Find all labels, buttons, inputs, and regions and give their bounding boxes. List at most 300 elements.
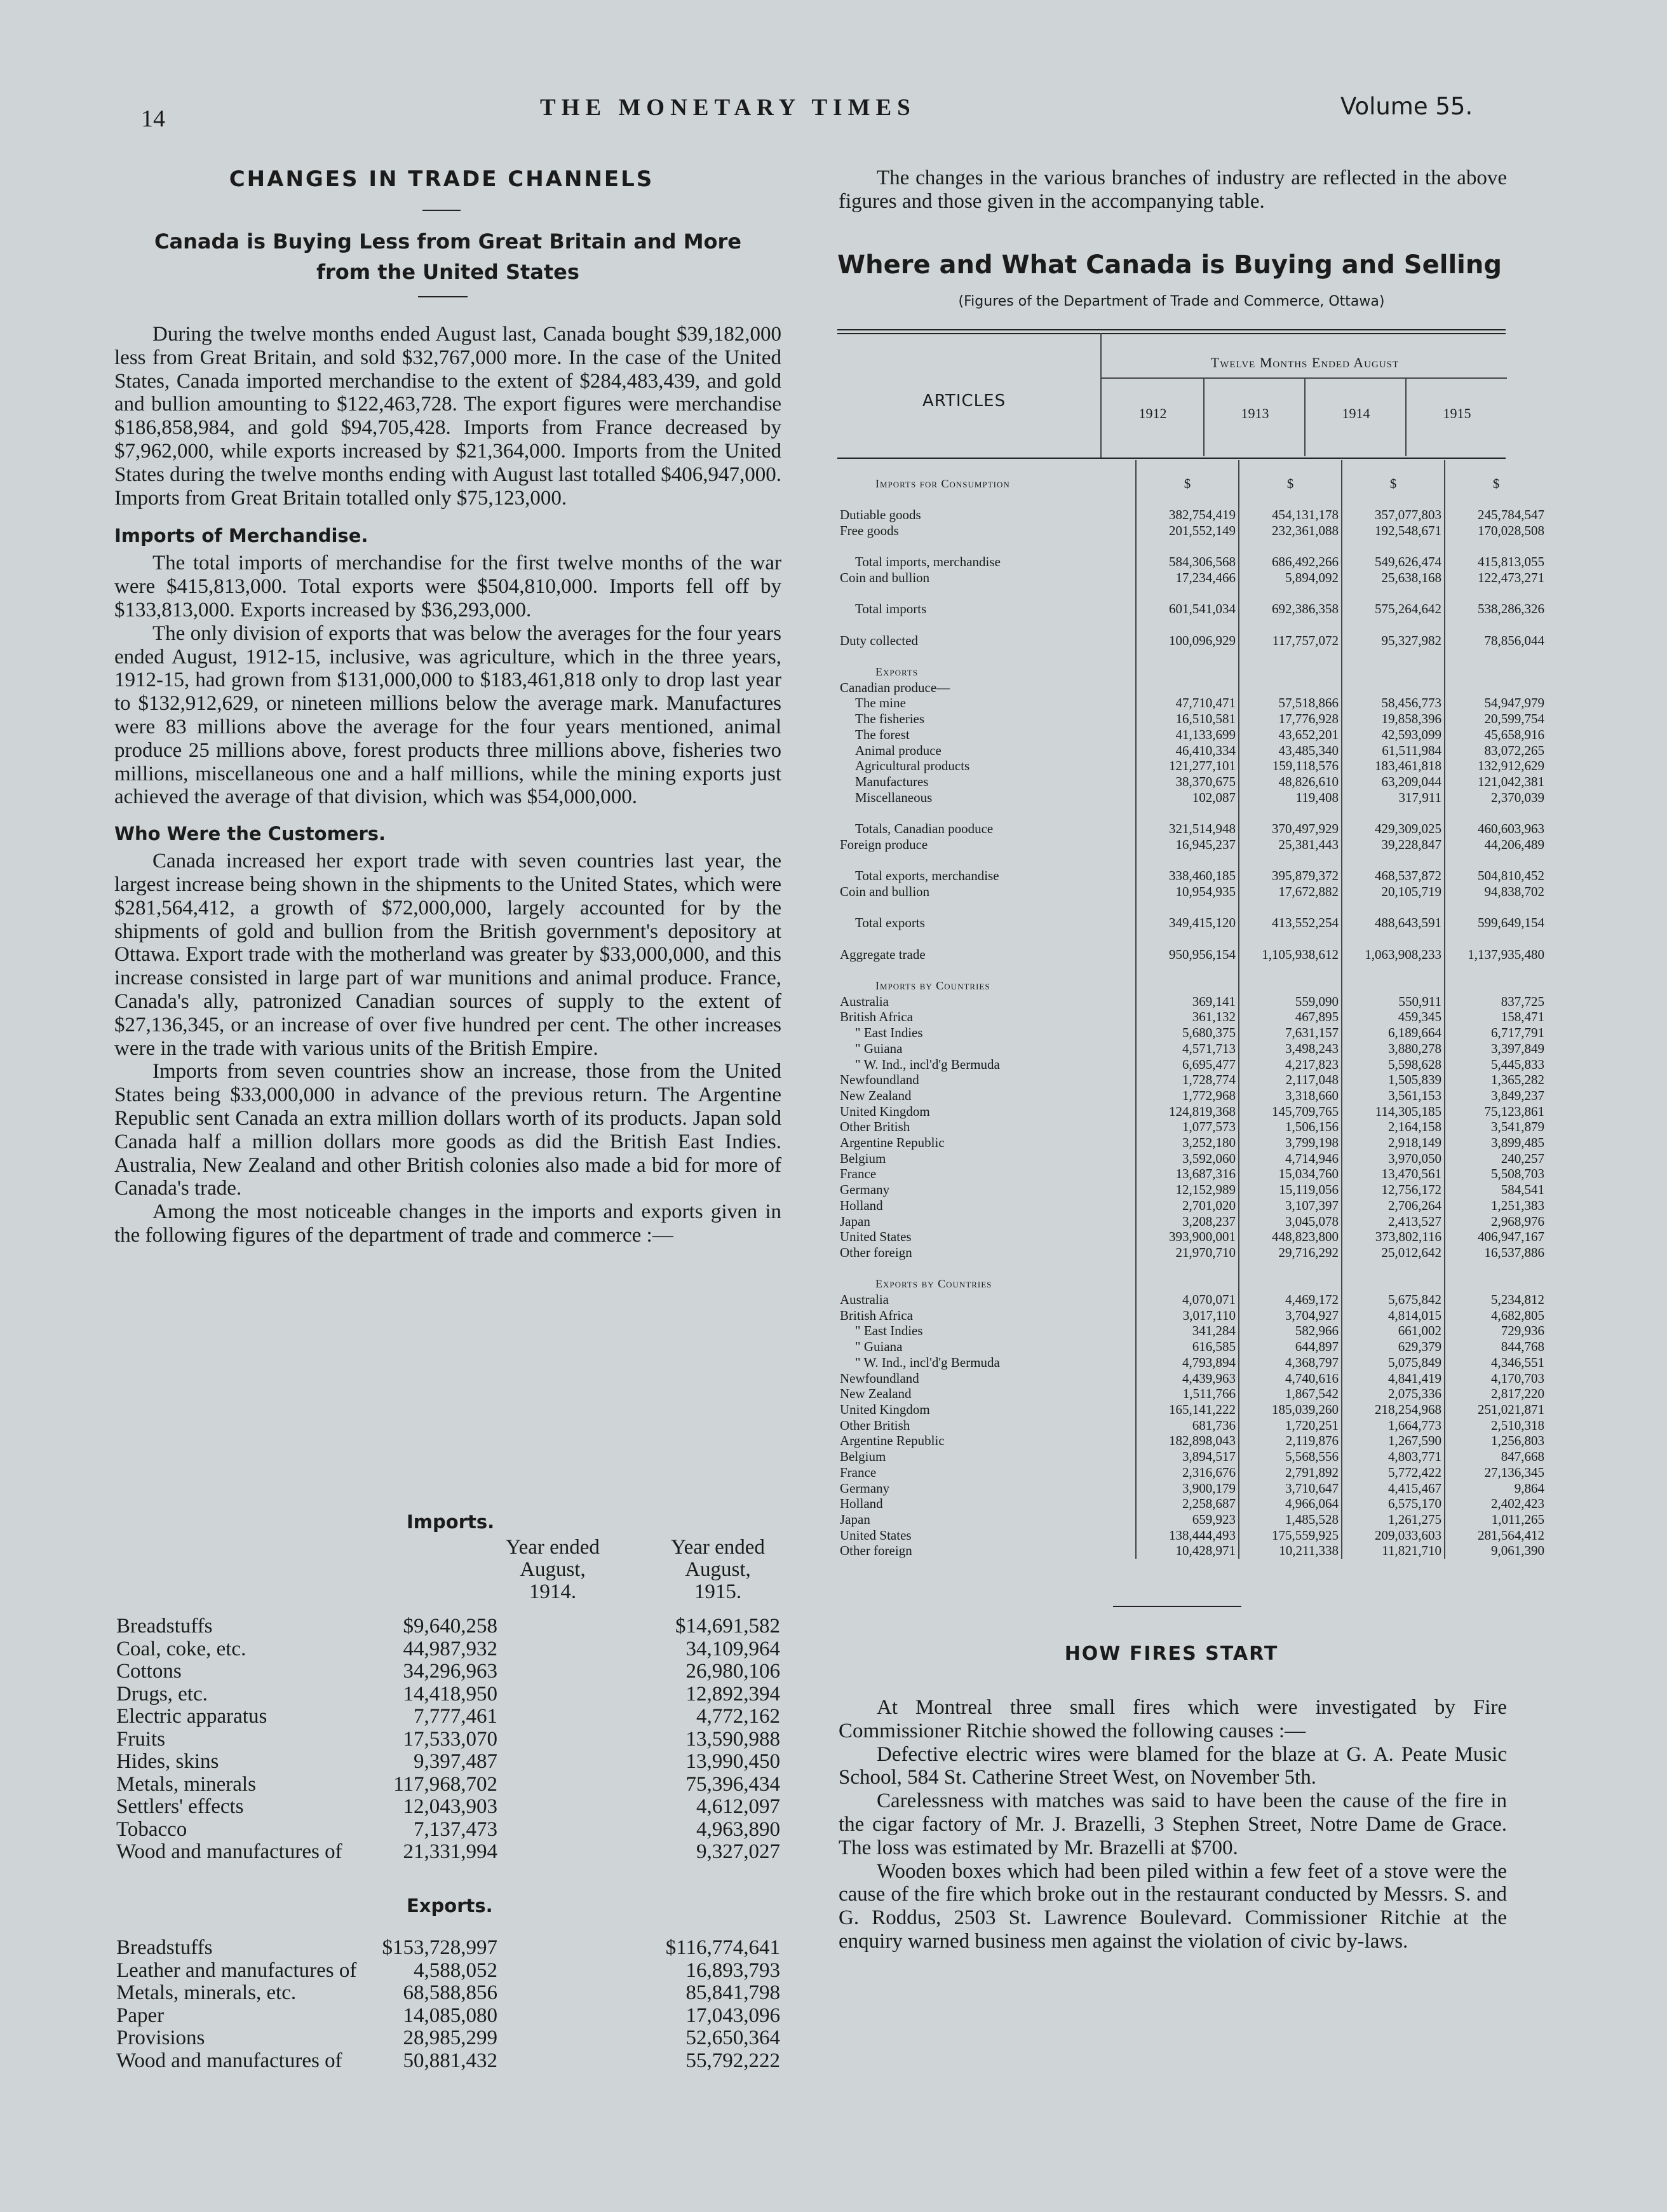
row-label: Germany	[840, 1182, 890, 1198]
cell-value: 692,386,358	[1239, 601, 1342, 617]
table-row	[837, 695, 1547, 711]
table-row	[837, 570, 1547, 586]
cell-value: 78,856,044	[1445, 633, 1547, 649]
cell-value: $	[1445, 476, 1547, 492]
cell-value: 2,316,676	[1136, 1465, 1239, 1481]
cell-value: 12,152,989	[1136, 1182, 1239, 1198]
table-row	[837, 507, 1547, 523]
cell-value: 54,947,979	[1445, 695, 1547, 711]
cell-value: 12,756,172	[1342, 1182, 1445, 1198]
cell-value: 20,105,719	[1342, 884, 1445, 900]
list-row	[116, 1638, 780, 1660]
cell-value: 5,598,628	[1342, 1057, 1445, 1073]
row-label: Manufactures	[855, 773, 929, 789]
cell-value	[1342, 680, 1445, 696]
row-label: The mine	[855, 695, 906, 711]
row-label: Holland	[840, 1496, 883, 1512]
cell-value: 158,471	[1445, 1009, 1547, 1025]
cell-value	[1239, 900, 1342, 916]
row-label	[837, 931, 1136, 947]
paragraph: Among the most noticeable changes in the imports and exports given in the following figures of the department of trade and commerce :—	[114, 1200, 781, 1247]
table-row	[837, 1041, 1547, 1057]
table-rule	[837, 329, 1506, 330]
table-row	[837, 1371, 1547, 1387]
cell-value: 584,306,568	[1136, 554, 1239, 570]
list-row	[116, 2049, 780, 2072]
table-row	[837, 931, 1547, 947]
row-label	[837, 538, 1136, 554]
row-label: Paper	[116, 2004, 165, 2027]
cell-value: 341,284	[1136, 1323, 1239, 1339]
cell-value: 837,725	[1445, 994, 1547, 1010]
cell-value: 47,710,471	[1136, 695, 1239, 711]
table-title: Where and What Canada is Buying and Selling	[837, 250, 1502, 280]
cell-value	[1136, 1261, 1239, 1277]
table-row	[837, 915, 1547, 931]
cell-value: 3,045,078	[1239, 1214, 1342, 1230]
cell-value: 2,075,336	[1342, 1386, 1445, 1402]
row-label: Japan	[840, 1511, 870, 1527]
cell-value	[1342, 900, 1445, 916]
cell-value: 584,541	[1445, 1182, 1547, 1198]
cell-value	[1445, 538, 1547, 554]
cell-value: 369,141	[1136, 994, 1239, 1010]
cell-value: 165,141,222	[1136, 1402, 1239, 1418]
cell-value: 2,258,687	[1136, 1496, 1239, 1512]
cell-value: 95,327,982	[1342, 633, 1445, 649]
value-1914: $153,728,997	[382, 1936, 497, 1959]
cell-value: 1,251,383	[1445, 1198, 1547, 1214]
left-column	[114, 166, 781, 1247]
cell-value: 122,473,271	[1445, 570, 1547, 586]
cell-value: 102,087	[1136, 790, 1239, 806]
row-label: Coal, coke, etc.	[116, 1637, 246, 1660]
cell-value: 4,714,946	[1239, 1151, 1342, 1167]
cell-value: 201,552,149	[1136, 523, 1239, 539]
table-row	[837, 1214, 1547, 1230]
cell-value: 175,559,925	[1239, 1528, 1342, 1544]
row-label	[837, 617, 1136, 633]
cell-value: 467,895	[1239, 1009, 1342, 1025]
cell-value: 338,460,185	[1136, 868, 1239, 884]
row-label: Other foreign	[840, 1244, 912, 1260]
table-row	[837, 523, 1547, 539]
cell-value: 6,717,791	[1445, 1025, 1547, 1041]
table-row	[837, 1182, 1547, 1198]
cell-value: 7,631,157	[1239, 1025, 1342, 1041]
cell-value: 48,826,610	[1239, 774, 1342, 790]
cell-value: 17,234,466	[1136, 570, 1239, 586]
row-label: " Guiana	[855, 1040, 903, 1056]
cell-value: 138,444,493	[1136, 1528, 1239, 1544]
cell-value	[1136, 900, 1239, 916]
table-row	[837, 1057, 1547, 1073]
cell-value: 1,867,542	[1239, 1386, 1342, 1402]
cell-value: 9,864	[1445, 1481, 1547, 1496]
table-row	[837, 1198, 1547, 1214]
list-row	[116, 2026, 780, 2049]
row-label: Total exports, merchandise	[855, 868, 999, 884]
cell-value: 4,841,419	[1342, 1371, 1445, 1387]
table-row	[837, 884, 1547, 900]
cell-value: 58,456,773	[1342, 695, 1445, 711]
volume-label: Volume 55.	[1340, 93, 1473, 120]
cell-value	[1239, 805, 1342, 821]
table-row	[837, 727, 1547, 743]
table-row	[837, 491, 1547, 507]
cell-value: 357,077,803	[1342, 507, 1445, 523]
cell-value	[1136, 680, 1239, 696]
cell-value: 240,257	[1445, 1151, 1547, 1167]
cell-value	[1342, 852, 1445, 868]
cell-value: 21,970,710	[1136, 1245, 1239, 1261]
cell-value: 575,264,642	[1342, 601, 1445, 617]
row-label: Argentine Republic	[840, 1135, 945, 1151]
table-row	[837, 601, 1547, 617]
value-1915: 13,990,450	[685, 1750, 780, 1773]
cell-value: 61,511,984	[1342, 743, 1445, 759]
cell-value: 2,968,976	[1445, 1214, 1547, 1230]
cell-value: 3,710,647	[1239, 1481, 1342, 1496]
table-row	[837, 1151, 1547, 1167]
cell-value: 121,277,101	[1136, 758, 1239, 774]
row-label: Exports by Countries	[875, 1277, 992, 1291]
cell-value: 504,810,452	[1445, 868, 1547, 884]
row-label	[837, 1261, 1136, 1277]
paragraph: The total imports of merchandise for the first twelve months of the war were $415,813,000. Total exports were $504,810,000. Imports fell off by $133,813,000. Exports increased by $36,293,000.	[114, 552, 781, 621]
list-row	[116, 1728, 780, 1751]
cell-value: 2,164,158	[1342, 1119, 1445, 1135]
list-row	[116, 1981, 780, 2004]
cell-value: 38,370,675	[1136, 774, 1239, 790]
list-row	[116, 1795, 780, 1818]
list-row	[116, 1750, 780, 1773]
cell-value: 19,858,396	[1342, 711, 1445, 727]
cell-value: 559,090	[1239, 994, 1342, 1010]
table-row	[837, 962, 1547, 978]
table-row	[837, 1543, 1547, 1559]
value-1914: 7,137,473	[414, 1817, 497, 1841]
row-label: Electric apparatus	[116, 1705, 267, 1728]
value-1915: 55,792,222	[685, 2049, 780, 2072]
cell-value: 2,791,892	[1239, 1465, 1342, 1481]
value-1915: 13,590,988	[685, 1727, 780, 1751]
list-row	[116, 1840, 780, 1863]
cell-value: 1,105,938,612	[1239, 947, 1342, 963]
page-number: 14	[141, 105, 165, 132]
article-subheadline: Canada is Buying Less from Great Britain and More from the United States	[154, 229, 741, 284]
table-row	[837, 900, 1547, 916]
value-1914: 14,418,950	[403, 1682, 497, 1706]
cell-value: 317,911	[1342, 790, 1445, 806]
cell-value: 182,898,043	[1136, 1433, 1239, 1449]
cell-value	[1342, 931, 1445, 947]
paragraph: Wooden boxes which had been piled within a few feet of a stove were the cause of the fire which broke out in the restaurant conducted by Messrs. S. and G. Roddus, 2503 St. Lawrence Boulevard. Commissioner Ritchie at the enquiry warned business men against the violation of civic by-laws.	[839, 1859, 1507, 1953]
exports-list	[116, 1936, 780, 2072]
row-label: Other foreign	[840, 1543, 912, 1559]
value-1914: 117,968,702	[393, 1772, 497, 1796]
table-row	[837, 476, 1547, 492]
cell-value: 349,415,120	[1136, 915, 1239, 931]
cell-value	[1136, 962, 1239, 978]
list-row	[116, 2004, 780, 2027]
cell-value: 145,709,765	[1239, 1104, 1342, 1120]
cell-value: 42,593,099	[1342, 727, 1445, 743]
cell-value: 3,880,278	[1342, 1041, 1445, 1057]
cell-value: 15,119,056	[1239, 1182, 1342, 1198]
cell-value: 16,510,581	[1136, 711, 1239, 727]
value-1914: 9,397,487	[414, 1750, 497, 1773]
table-row	[837, 648, 1547, 664]
cell-value: 3,592,060	[1136, 1151, 1239, 1167]
table-row	[837, 1339, 1547, 1355]
row-label: Belgium	[840, 1449, 886, 1465]
cell-value: 39,228,847	[1342, 837, 1445, 853]
cell-value: 538,286,326	[1445, 601, 1547, 617]
imports-list	[116, 1615, 780, 1863]
table-row	[837, 1261, 1547, 1277]
cell-value: 25,012,642	[1342, 1245, 1445, 1261]
cell-value: 4,439,963	[1136, 1371, 1239, 1387]
row-label: Canadian produce—	[840, 679, 950, 695]
cell-value	[1136, 460, 1239, 476]
table-row	[837, 664, 1547, 680]
cell-value: 4,966,064	[1239, 1496, 1342, 1512]
row-label: Holland	[840, 1197, 883, 1213]
row-label: " East Indies	[855, 1323, 923, 1339]
cell-value: 1,063,908,233	[1342, 947, 1445, 963]
cell-value: 170,028,508	[1445, 523, 1547, 539]
cell-value	[1136, 664, 1239, 680]
cell-value: 644,897	[1239, 1339, 1342, 1355]
row-label: Australia	[840, 993, 889, 1009]
row-label: Total imports, merchandise	[855, 554, 1001, 570]
cell-value: 15,034,760	[1239, 1166, 1342, 1182]
row-label: Exports	[875, 665, 919, 679]
table-row	[837, 1355, 1547, 1371]
row-label: New Zealand	[840, 1087, 912, 1103]
cell-value: 6,695,477	[1136, 1057, 1239, 1073]
value-1914: 44,987,932	[403, 1637, 497, 1660]
row-label: Coin and bullion	[840, 883, 930, 899]
cell-value: 3,397,849	[1445, 1041, 1547, 1057]
cell-value: 251,021,871	[1445, 1402, 1547, 1418]
cell-value	[1445, 648, 1547, 664]
cell-value: 25,638,168	[1342, 570, 1445, 586]
journal-title: THE MONETARY TIMES	[540, 95, 916, 121]
table-row	[837, 1119, 1547, 1135]
cell-value: 1,077,573	[1136, 1119, 1239, 1135]
row-label: Provisions	[116, 2026, 205, 2049]
cell-value: 124,819,368	[1136, 1104, 1239, 1120]
table-row	[837, 1135, 1547, 1151]
value-1915: 12,892,394	[685, 1682, 780, 1706]
cell-value: 3,107,397	[1239, 1198, 1342, 1214]
value-1914: 14,085,080	[403, 2004, 497, 2027]
cell-value	[1239, 491, 1342, 507]
cell-value: $	[1239, 476, 1342, 492]
cell-value: 460,603,963	[1445, 821, 1547, 837]
list-row	[116, 1936, 780, 1959]
table-row	[837, 1229, 1547, 1245]
table-row	[837, 821, 1547, 837]
cell-value: 844,768	[1445, 1339, 1547, 1355]
cell-value	[1239, 617, 1342, 633]
cell-value: 382,754,419	[1136, 507, 1239, 523]
exports-title: Exports.	[407, 1895, 493, 1917]
cell-value	[1239, 852, 1342, 868]
imports-title: Imports.	[407, 1511, 495, 1533]
cell-value: 192,548,671	[1342, 523, 1445, 539]
row-label: Drugs, etc.	[116, 1682, 208, 1706]
cell-value: 209,033,603	[1342, 1528, 1445, 1544]
cell-value: 2,701,020	[1136, 1198, 1239, 1214]
table-row	[837, 1088, 1547, 1104]
table-row	[837, 554, 1547, 570]
row-label: Total imports	[855, 601, 927, 617]
cell-value: 43,485,340	[1239, 743, 1342, 759]
cell-value: 3,704,927	[1239, 1308, 1342, 1324]
value-1914: 12,043,903	[403, 1795, 497, 1818]
list-row	[116, 1615, 780, 1638]
row-label: " Guiana	[855, 1339, 903, 1355]
cell-value	[1342, 1276, 1445, 1292]
col-head-1915: Year ended August, 1915.	[671, 1536, 765, 1603]
row-label: The fisheries	[855, 711, 925, 727]
cell-value: 6,189,664	[1342, 1025, 1445, 1041]
cell-value	[1445, 900, 1547, 916]
list-row	[116, 1705, 780, 1728]
cell-value	[1239, 586, 1342, 602]
cell-value: 159,118,576	[1239, 758, 1342, 774]
value-1915: 26,980,106	[685, 1660, 780, 1683]
cell-value	[1342, 586, 1445, 602]
cell-value	[1445, 664, 1547, 680]
cell-value	[1445, 460, 1547, 476]
row-label: Foreign produce	[840, 836, 928, 852]
table-row	[837, 538, 1547, 554]
cell-value: 44,206,489	[1445, 837, 1547, 853]
cell-value: 183,461,818	[1342, 758, 1445, 774]
row-label: Newfoundland	[840, 1370, 919, 1386]
row-label: Hides, skins	[116, 1750, 219, 1773]
row-label	[837, 586, 1136, 602]
table-row	[837, 758, 1547, 774]
row-label: United Kingdom	[840, 1402, 930, 1417]
row-label: United Kingdom	[840, 1103, 930, 1119]
row-label: Breadstuffs	[116, 1936, 213, 1959]
cell-value: 4,682,805	[1445, 1308, 1547, 1324]
cell-value: 1,720,251	[1239, 1418, 1342, 1434]
section-heading: Imports of Merchandise.	[114, 525, 368, 547]
cell-value: 1,011,265	[1445, 1512, 1547, 1528]
row-label	[837, 900, 1136, 916]
row-label: Settlers' effects	[116, 1795, 244, 1818]
year-headers	[1102, 379, 1506, 456]
cell-value: 4,217,823	[1239, 1057, 1342, 1073]
cell-value: 5,075,849	[1342, 1355, 1445, 1371]
table-row	[837, 1323, 1547, 1339]
cell-value: 5,445,833	[1445, 1057, 1547, 1073]
row-label: Wood and manufactures of	[116, 2049, 342, 2072]
cell-value: 3,900,179	[1136, 1481, 1239, 1496]
paragraph: The only division of exports that was below the averages for the four years ended August, 1912-15, inclusive, was agriculture, which in the three years, 1912-15, had grown from $131,000,000 to $183,461,818 only to drop last year to $132,912,629, or nineteen millions below the average mark. Manufactures were 83 millions above the average for the four years mentioned, animal produce 25 millions above, forest products three millions above, fisheries two millions, miscellaneous one and a half millions, while the mining exports just achieved the average of that division, which was $54,000,000.	[114, 621, 781, 809]
cell-value: 20,599,754	[1445, 711, 1547, 727]
cell-value: 659,923	[1136, 1512, 1239, 1528]
value-1914: 34,296,963	[403, 1660, 497, 1683]
year-header: 1912	[1138, 405, 1167, 421]
row-label: Fruits	[116, 1727, 166, 1751]
col-head-1914: Year ended August, 1914.	[506, 1536, 600, 1603]
cell-value: 1,267,590	[1342, 1433, 1445, 1449]
table-row	[837, 586, 1547, 602]
paragraph: Defective electric wires were blamed for the blaze at G. A. Peate Music School, 584 St. Catherine Street West, on November 5th.	[839, 1742, 1507, 1789]
value-1915: 52,650,364	[685, 2026, 780, 2049]
cell-value: 601,541,034	[1136, 601, 1239, 617]
list-row	[116, 1818, 780, 1841]
value-1914: 17,533,070	[403, 1727, 497, 1751]
cell-value: 393,900,001	[1136, 1229, 1239, 1245]
cell-value: 4,793,894	[1136, 1355, 1239, 1371]
cell-value: 4,415,467	[1342, 1481, 1445, 1496]
cell-value	[1239, 1261, 1342, 1277]
row-label: Cottons	[116, 1660, 182, 1683]
row-label: British Africa	[840, 1009, 913, 1025]
value-1914: 4,588,052	[414, 1958, 497, 1982]
row-label: " W. Ind., incl'd'g Bermuda	[855, 1354, 1000, 1370]
table-row	[837, 1481, 1547, 1496]
table-rule	[837, 458, 1506, 459]
cell-value	[1342, 1261, 1445, 1277]
cell-value	[1342, 617, 1445, 633]
cell-value	[1136, 805, 1239, 821]
cell-value: 245,784,547	[1445, 507, 1547, 523]
cell-value: 661,002	[1342, 1323, 1445, 1339]
cell-value: 13,687,316	[1136, 1166, 1239, 1182]
divider	[1113, 1606, 1241, 1607]
cell-value: 950,956,154	[1136, 947, 1239, 963]
cell-value: 4,346,551	[1445, 1355, 1547, 1371]
value-1915: 9,327,027	[696, 1840, 780, 1863]
cell-value: 3,799,198	[1239, 1135, 1342, 1151]
cell-value: 232,361,088	[1239, 523, 1342, 539]
table-row	[837, 680, 1547, 696]
cell-value	[1136, 648, 1239, 664]
cell-value: 413,552,254	[1239, 915, 1342, 931]
cell-value: 550,911	[1342, 994, 1445, 1010]
cell-value: 2,510,318	[1445, 1418, 1547, 1434]
table-row	[837, 460, 1547, 476]
table-row	[837, 1009, 1547, 1025]
cell-value: 10,954,935	[1136, 884, 1239, 900]
cell-value	[1445, 978, 1547, 994]
row-label: Agricultural products	[855, 758, 970, 774]
row-label: Total exports	[855, 915, 925, 931]
cell-value	[1342, 460, 1445, 476]
cell-value: 4,814,015	[1342, 1308, 1445, 1324]
row-label: Free goods	[840, 522, 899, 538]
fires-body	[839, 1696, 1507, 1953]
row-label: Germany	[840, 1480, 890, 1496]
row-label: Argentine Republic	[840, 1433, 945, 1449]
cell-value: 16,945,237	[1136, 837, 1239, 853]
cell-value: 5,675,842	[1342, 1292, 1445, 1308]
article-headline: CHANGES IN TRADE CHANNELS	[229, 166, 654, 192]
cell-value: 5,680,375	[1136, 1025, 1239, 1041]
divider	[418, 296, 468, 297]
cell-value: 94,838,702	[1445, 884, 1547, 900]
table-row	[837, 868, 1547, 884]
